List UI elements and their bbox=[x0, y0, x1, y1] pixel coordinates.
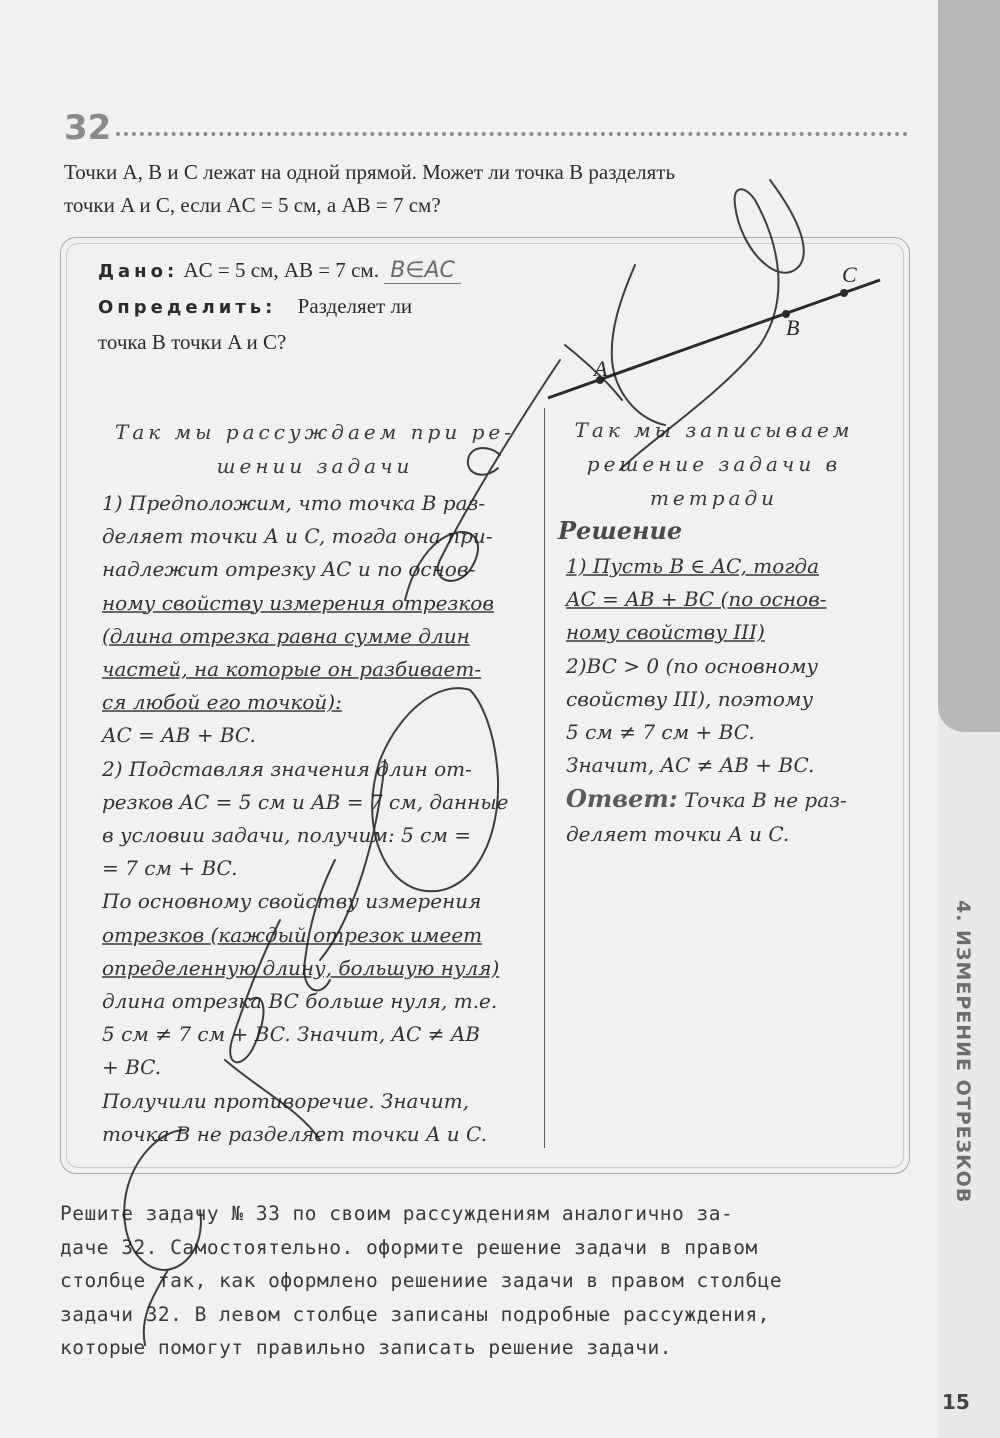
solution-line: AC = AB + BC (по основ- bbox=[566, 587, 827, 612]
reasoning-line: точка B не разделяет точки A и C. bbox=[102, 1121, 487, 1146]
task-number: 32 bbox=[64, 108, 112, 148]
given-label: Дано: bbox=[98, 261, 179, 282]
reasoning-column bbox=[102, 487, 530, 1151]
reasoning-line: + BC. bbox=[102, 1055, 162, 1080]
reasoning-line: ному свойству измерения отрезков bbox=[102, 590, 494, 615]
reasoning-line: определенную длину, большую нуля) bbox=[102, 955, 500, 980]
solution-line: Значит, AC ≠ AB + BC. bbox=[566, 753, 815, 778]
reasoning-line: 5 см ≠ 7 см + BC. Значит, AC ≠ AB bbox=[102, 1022, 480, 1047]
heading-line: решение задачи в bbox=[586, 452, 842, 476]
section-label: 4. ИЗМЕРЕНИЕ ОТРЕЗКОВ bbox=[952, 900, 974, 1204]
solution-line: 1) Пусть B ∈ AC, тогда bbox=[566, 554, 820, 578]
instruction-line: даче 32. Самостоятельно. оформите решение задачи в правом bbox=[60, 1235, 758, 1259]
right-column-heading bbox=[556, 413, 872, 515]
heading-line: Так мы записываем bbox=[574, 418, 854, 442]
solution-title: Решение bbox=[558, 516, 683, 545]
reasoning-line: отрезков (каждый отрезок имеет bbox=[102, 922, 483, 947]
label-b: B bbox=[786, 315, 800, 340]
problem-line: Точки A, B и C лежат на одной прямой. Может ли точка B разделять bbox=[64, 160, 676, 184]
heading-line: шении задачи bbox=[216, 454, 414, 478]
handwritten-note: B∈AC bbox=[384, 258, 461, 284]
reasoning-line: 1) Предположим, что точка B раз- bbox=[102, 491, 486, 515]
solution-line: ному свойству III) bbox=[566, 620, 765, 645]
find-label: Определить: bbox=[98, 297, 277, 318]
answer-line-2: деляет точки A и C. bbox=[566, 821, 790, 846]
problem-line: точки A и C, если AC = 5 см, а AB = 7 см? bbox=[64, 193, 441, 217]
left-column-heading bbox=[100, 415, 530, 483]
reasoning-line: 2) Подставляя значения длин от- bbox=[102, 756, 472, 781]
answer-label: Ответ: bbox=[566, 784, 678, 814]
solution-column bbox=[566, 550, 866, 851]
reasoning-line: резков AC = 5 см и AB = 7 см, данные bbox=[102, 789, 509, 814]
label-c: C bbox=[842, 262, 857, 287]
reasoning-line: частей, на которые он разбивает- bbox=[102, 657, 482, 682]
reasoning-line: длина отрезка BC больше нуля, т.е. bbox=[102, 989, 498, 1014]
column-divider bbox=[544, 408, 545, 1148]
answer-text: Точка B не раз- bbox=[677, 788, 847, 813]
instruction-line: задачи 32. В левом столбце записаны подробные рассуждения, bbox=[60, 1302, 770, 1326]
reasoning-line: в условии задачи, получим: 5 см = bbox=[102, 823, 472, 848]
heading-line: тетради bbox=[649, 486, 779, 510]
reasoning-line: Получили противоречие. Значит, bbox=[102, 1088, 470, 1113]
instruction-line: которые помогут правильно записать решение задачи. bbox=[60, 1336, 672, 1359]
reasoning-line: (длина отрезка равна сумме длин bbox=[102, 623, 470, 648]
reasoning-line: деляет точки A и C, тогда она при- bbox=[102, 524, 493, 549]
reasoning-line: По основному свойству измерения bbox=[102, 889, 482, 914]
reasoning-line: надлежит отрезку AC и по основ- bbox=[102, 557, 476, 582]
instruction-line: столбце так, как оформлено решениие задачи в правом столбце bbox=[60, 1269, 783, 1292]
find-line-2: точка В точки A и C? bbox=[98, 330, 287, 354]
solution-line: 5 см ≠ 7 см + BC. bbox=[566, 720, 755, 745]
reasoning-line: = 7 см + BC. bbox=[102, 856, 238, 881]
label-a: A bbox=[594, 356, 608, 381]
point-c bbox=[840, 289, 848, 297]
find-text: Разделяет ли bbox=[297, 294, 413, 318]
given-text: AC = 5 см, AB = 7 см. bbox=[183, 258, 379, 282]
reasoning-line: AC = AB + BC. bbox=[102, 723, 256, 748]
solution-line: 2)BC > 0 (по основному bbox=[566, 653, 819, 678]
heading-line: Так мы рассуждаем при ре- bbox=[115, 420, 515, 444]
page-number: 15 bbox=[942, 1390, 970, 1414]
instructions bbox=[60, 1197, 908, 1365]
instruction-line: Решите задачу № 33 по своим рассуждениям аналогично за- bbox=[60, 1202, 734, 1225]
reasoning-line: ся любой его точкой): bbox=[102, 690, 342, 715]
answer-line bbox=[566, 782, 866, 817]
solution-line: свойству III), поэтому bbox=[566, 686, 814, 711]
